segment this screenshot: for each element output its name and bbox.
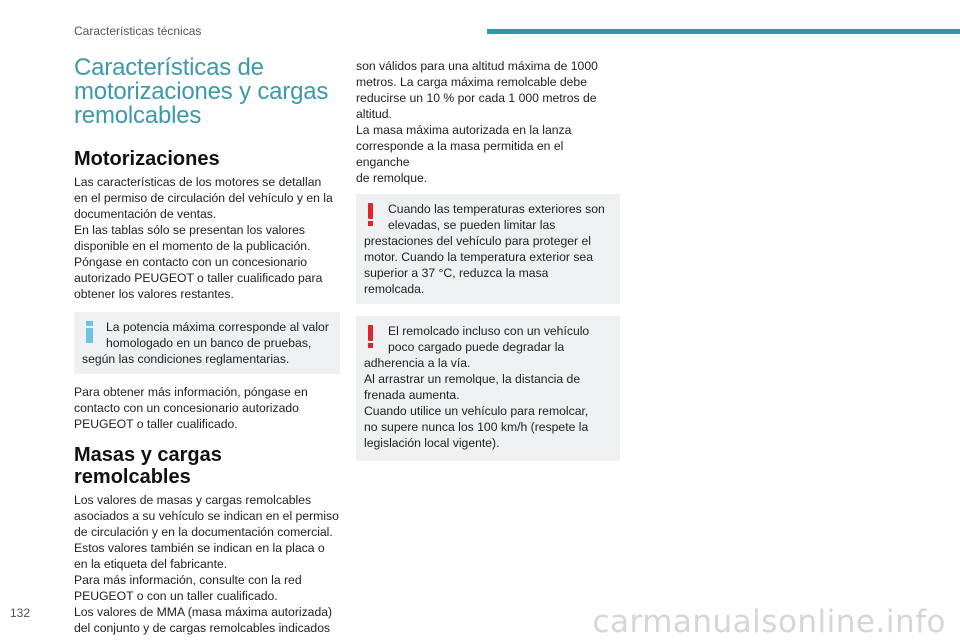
right-column xyxy=(356,58,620,461)
warning-box-temperature xyxy=(356,194,620,304)
left-column xyxy=(74,56,340,636)
warning-box-temperature-text-rest: prestaciones del vehículo para proteger el motor. Cuando la temperatura exterior sea superior a 37 °C, reduzca la masa remolcada. xyxy=(364,234,593,296)
heading-masas: Masas y cargas remolcables xyxy=(74,444,222,488)
warning-box-temperature-text-first: Cuando las temperaturas exteriores son elevadas, se pueden limitar las xyxy=(388,202,605,232)
header-accent-bar xyxy=(487,29,960,34)
warning-box-towing xyxy=(356,316,620,461)
watermark: carmanualsonline.info xyxy=(592,604,946,640)
paragraph-motorizaciones: Las características de los motores se detallan en el permiso de circulación del vehículo y en la documentación de ventas. En las tablas sólo se presentan los valores disponible en el momento de la publicación. Póngase en contacto con un concesionario autorizado PEUGEOT o taller cualificado para obtener los valores restantes. xyxy=(74,175,333,301)
info-box-text-rest: según las condiciones reglamentarias. xyxy=(82,352,290,366)
paragraph-more-info: Para obtener más información, póngase en contacto con un concesionario autorizado PEUGEOT o taller cualificado. xyxy=(74,385,308,431)
paragraph-continued: son válidos para una altitud máxima de 1000 metros. La carga máxima remolcable debe reducirse un 10 % por cada 1 000 metros de altitud. La masa máxima autorizada en la lanza corresponde a la masa permitida en el enganche de remolque. xyxy=(356,59,598,185)
warning-icon xyxy=(367,325,375,349)
header-section-title: Características técnicas xyxy=(74,24,202,38)
page-title: Características de motorizaciones y cargas remolcables xyxy=(74,54,329,129)
info-icon xyxy=(86,321,94,343)
warning-box-towing-text-rest: adherencia a la vía. Al arrastrar un remolque, la distancia de frenada aumenta. Cuando utilice un vehículo para remolcar, no supere nunca los 100 km/h (respete la legislación local vigente). xyxy=(364,356,589,450)
page-number: 132 xyxy=(10,606,31,620)
warning-box-towing-text-first: El remolcado incluso con un vehículo poco cargado puede degradar la xyxy=(388,324,590,354)
info-box xyxy=(74,312,340,374)
warning-icon xyxy=(367,203,375,227)
heading-motorizaciones: Motorizaciones xyxy=(74,148,220,170)
paragraph-masas: Los valores de masas y cargas remolcables asociados a su vehículo se indican en el permiso de circulación y en la documentación comercial. Estos valores también se indican en la placa o en la etiqueta del fabricante. Para más información, consulte con la red PEUGEOT o con un taller cualificado. Los valores de MMA (masa máxima autorizada) del conjunto y de cargas remolcables indicados xyxy=(74,493,339,635)
info-box-text-first: La potencia máxima corresponde al valor homologado en un banco de pruebas, xyxy=(106,320,329,350)
